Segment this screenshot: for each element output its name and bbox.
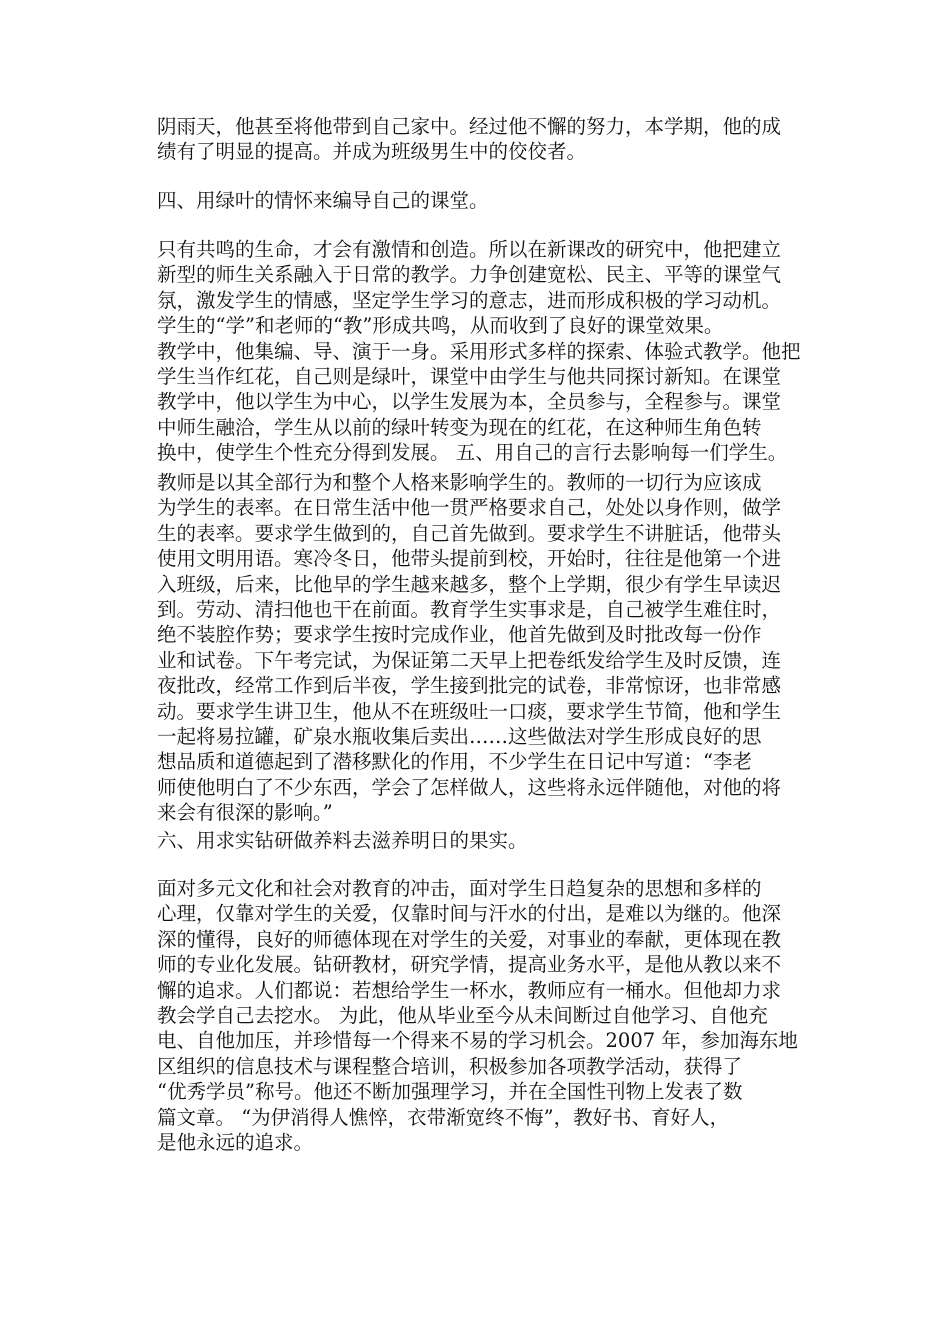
- text-line: 生的表率。要求学生做到的，自己首先做到。要求学生不讲脏话，他带头: [157, 521, 782, 545]
- text-line: 中师生融洽，学生从以前的绿叶转变为现在的红花，在这种师生角色转: [157, 415, 762, 439]
- paragraph: [157, 470, 817, 826]
- text-line: 一起将易拉罐，矿泉水瓶收集后卖出……这些做法对学生形成良好的思: [157, 725, 762, 749]
- text-line: 动。要求学生讲卫生，他从不在班级吐一口痰，要求学生节简，他和学生: [157, 699, 782, 723]
- text-line: 深的懂得，良好的师德体现在对学生的关爱，对事业的奉献，更体现在教: [157, 927, 782, 951]
- text-line: 区组织的信息技术与课程整合培训，积极参加各项教学活动，获得了: [157, 1054, 743, 1078]
- section-heading: [157, 188, 817, 213]
- text-line: 只有共鸣的生命，才会有激情和创造。所以在新课改的研究中，他把建立: [157, 238, 782, 261]
- text-line: “优秀学员”称号。他还不断加强理学习，并在全国性刊物上发表了数: [157, 1080, 743, 1104]
- text-line: 篇文章。 “为伊消得人憔悴，衣带渐宽终不悔”，教好书、育好人，: [157, 1105, 730, 1129]
- text-line: 来会有很深的影响。”: [157, 801, 333, 825]
- text-line: 想品质和道德起到了潜移默化的作用，不少学生在日记中写道：“李老: [157, 750, 752, 774]
- text-line: 换中，使学生个性充分得到发展。 五、用自己的言行去影响每一们学生。: [157, 441, 788, 465]
- text-line: 入班级，后来，比他早的学生越来越多，整个上学期，很少有学生早读迟: [157, 572, 782, 596]
- text-line: 心理，仅靠对学生的关爱，仅靠时间与汗水的付出，是难以为继的。他深: [157, 902, 782, 926]
- text-line: 面对多元文化和社会对教育的冲击，面对学生日趋复杂的思想和多样的: [157, 877, 762, 900]
- text-line: 六、用求实钻研做养料去滋养明日的果实。: [157, 829, 528, 852]
- text-line: 是他永远的追求。: [157, 1131, 314, 1155]
- text-line: 学生的“学”和老师的“教”形成共鸣，从而收到了良好的课堂效果。: [157, 314, 724, 338]
- section-heading: [157, 828, 817, 853]
- text-line: 新型的师生关系融入于日常的教学。力争创建宽松、民主、平等的课堂气: [157, 263, 782, 287]
- text-line: 使用文明用语。寒冷冬日，他带头提前到校，开始时，往往是他第一个进: [157, 547, 782, 571]
- text-line: 绝不装腔作势；要求学生按时完成作业，他首先做到及时批改每一份作: [157, 623, 762, 647]
- text-line: 教学中，他集编、导、演于一身。采用形式多样的探索、体验式教学。他把: [157, 339, 801, 363]
- text-line: 夜批改，经常工作到后半夜，学生接到批完的试卷，非常惊讶，也非常感: [157, 674, 782, 698]
- paragraph: [157, 237, 817, 466]
- text-line: 教学中，他以学生为中心，以学生发展为本，全员参与，全程参与。课堂: [157, 390, 782, 414]
- text-line: 师使他明白了不少东西，学会了怎样做人，这些将永远伴随他，对他的将: [157, 775, 782, 799]
- text-line: 教会学自己去挖水。 为此，他从毕业至今从未间断过自他学习、自他充: [157, 1004, 768, 1028]
- text-line: 学生当作红花，自己则是绿叶，课堂中由学生与他共同探讨新知。在课堂: [157, 365, 782, 389]
- text-line: 四、用绿叶的情怀来编导自己的课堂。: [157, 189, 489, 212]
- text-line: 懈的追求。人们都说：若想给学生一杯水，教师应有一桶水。但他却力求: [157, 978, 782, 1002]
- text-line: 师的专业化发展。钻研教材，研究学情，提高业务水平，是他从教以来不: [157, 953, 782, 977]
- text-line: 电、自他加压，并珍惜每一个得来不易的学习机会。2007 年，参加海东地: [157, 1029, 798, 1053]
- text-line: 阴雨天，他甚至将他带到自己家中。经过他不懈的努力，本学期，他的成: [157, 115, 782, 138]
- text-line: 氛，激发学生的情感，坚定学生学习的意志，进而形成积极的学习动机。: [157, 288, 782, 312]
- text-line: 教师是以其全部行为和整个人格来影响学生的。教师的一切行为应该成: [157, 471, 762, 494]
- text-line: 为学生的表率。在日常生活中他一贯严格要求自己，处处以身作则，做学: [157, 496, 782, 520]
- paragraph: [157, 114, 817, 165]
- text-line: 业和试卷。下午考完试，为保证第二天早上把卷纸发给学生及时反馈，连: [157, 648, 782, 672]
- text-line: 到。劳动、清扫他也干在前面。教育学生实事求是，自己被学生难住时，: [157, 598, 782, 622]
- paragraph: [157, 876, 817, 1155]
- text-line: 绩有了明显的提高。并成为班级男生中的佼佼者。: [157, 140, 587, 164]
